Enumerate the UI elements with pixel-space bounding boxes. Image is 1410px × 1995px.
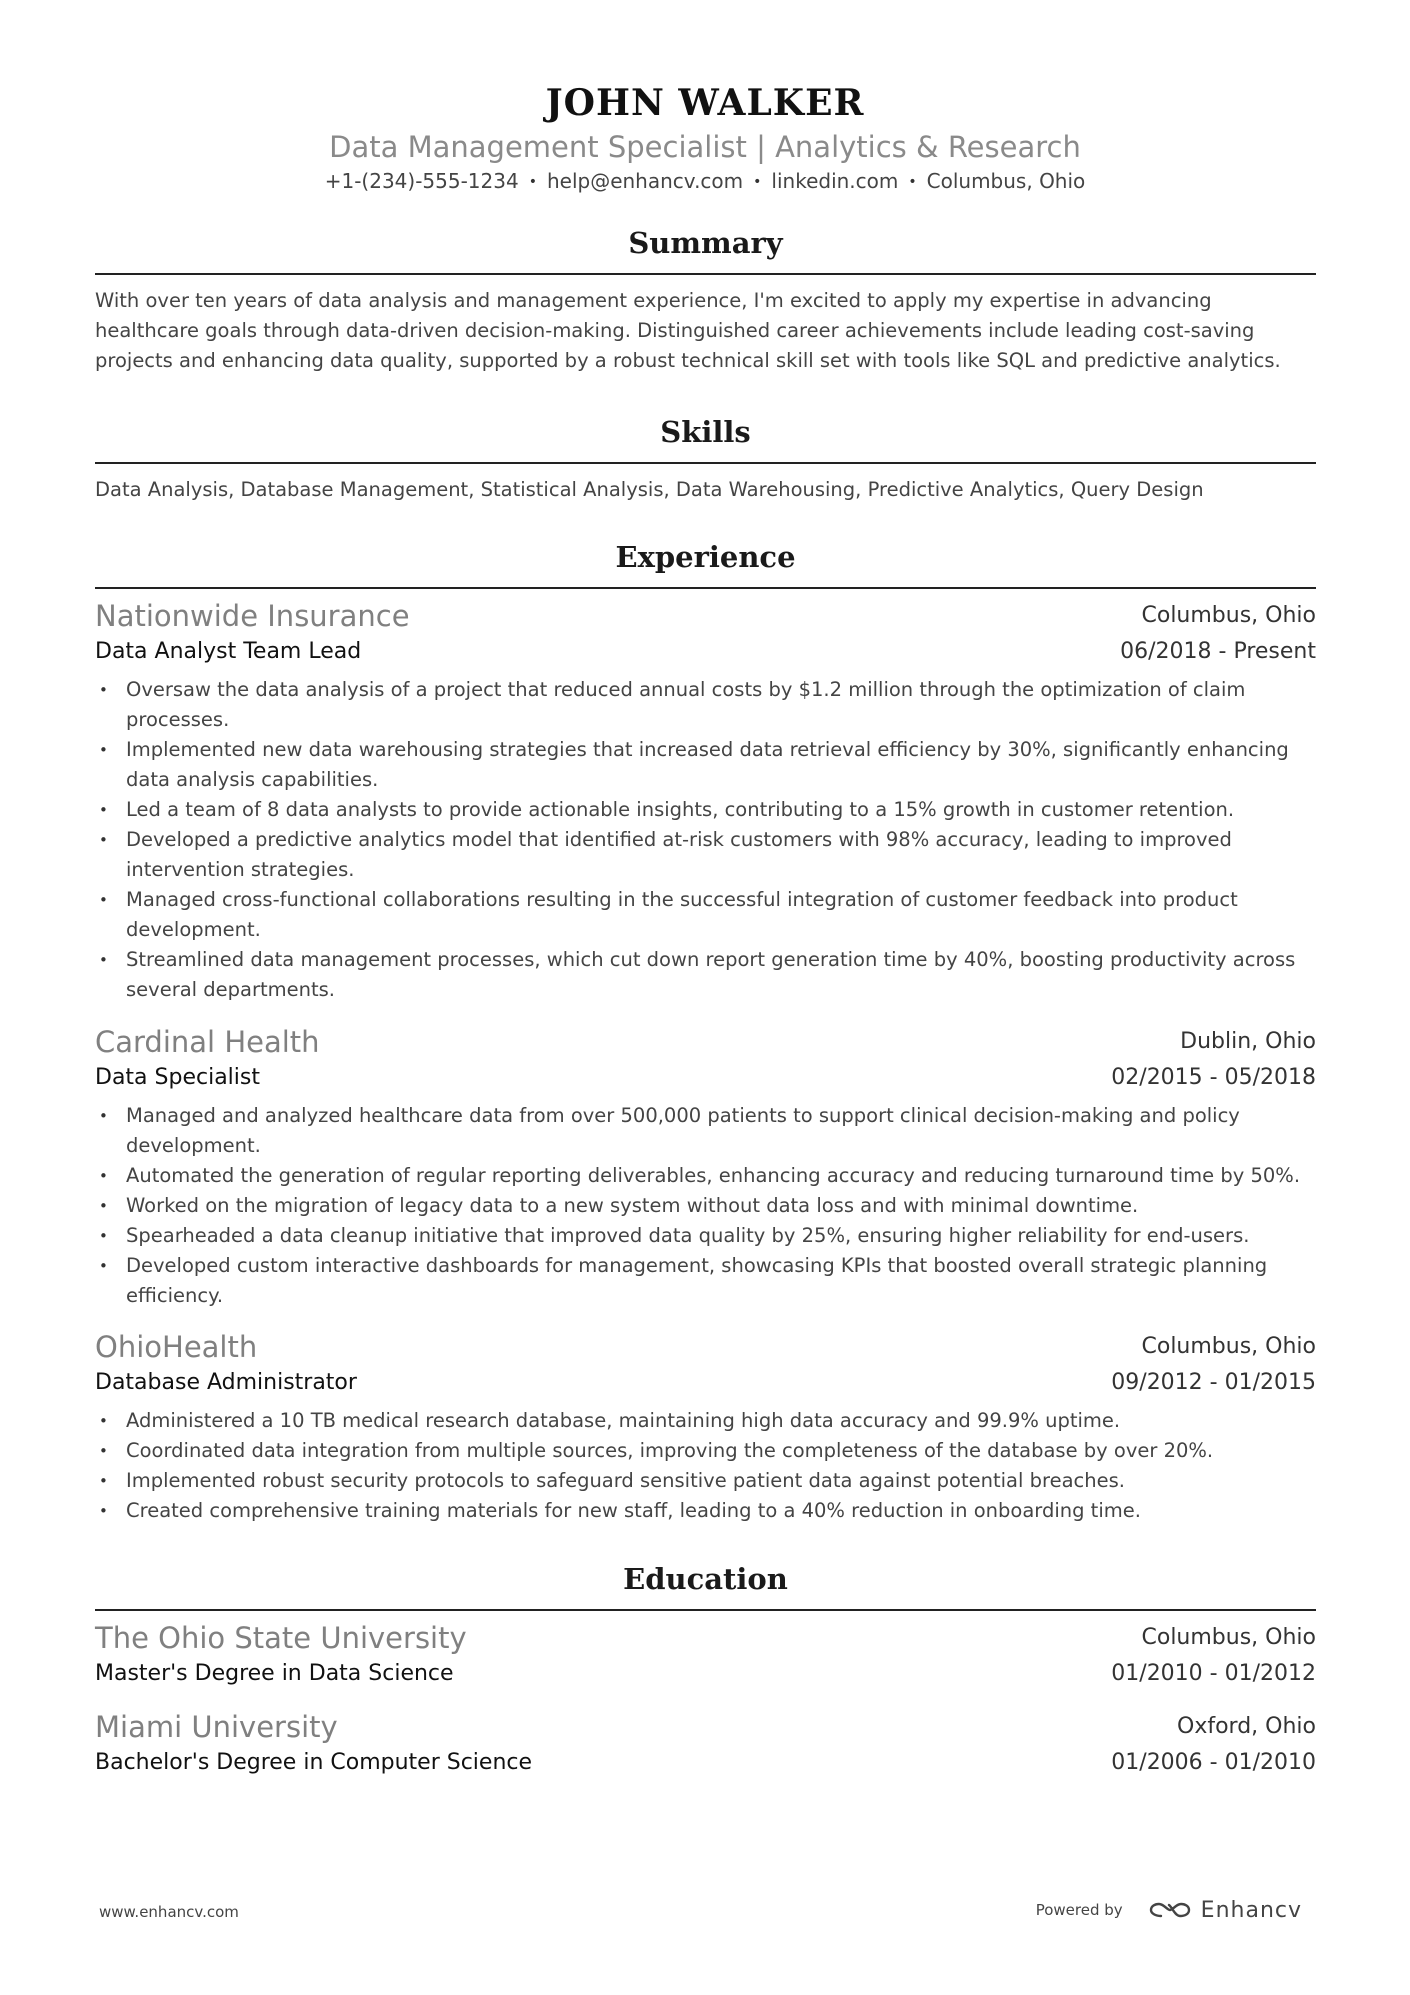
job-header xyxy=(95,1330,1316,1370)
degree: Bachelor's Degree in Computer Science xyxy=(95,1750,533,1775)
separator-dot: • xyxy=(753,174,762,190)
list-item: • Streamlined data management processes, which cut down report generation time by 40%, boosting productivity across several departments. xyxy=(95,945,1327,1005)
brand-name: Enhancv xyxy=(1200,1897,1302,1923)
list-item: • Implemented new data warehousing strategies that increased data retrieval efficiency by 30%, significantly enhancing data analysis capabilities. xyxy=(95,735,1327,795)
list-item: • Managed cross-functional collaborations resulting in the successful integration of customer feedback into product development. xyxy=(95,885,1327,945)
list-item: • Worked on the migration of legacy data to a new system without data loss and with minimal downtime. xyxy=(95,1191,1327,1221)
section-divider xyxy=(95,273,1316,275)
list-item: • Spearheaded a data cleanup initiative that improved data quality by 25%, ensuring higher reliability for end-users. xyxy=(95,1221,1327,1251)
section-divider xyxy=(95,1609,1316,1611)
job-role: Data Specialist xyxy=(95,1065,260,1090)
summary-line: healthcare goals through data-driven decision-making. Distinguished career achievements include leading cost-saving xyxy=(95,319,1255,342)
footer-branding xyxy=(1036,1892,1302,1928)
school-dates: 01/2010 - 01/2012 xyxy=(1111,1661,1316,1686)
enhancv-logo[interactable] xyxy=(1147,1898,1302,1923)
section-divider xyxy=(95,587,1316,589)
list-item: • Administered a 10 TB medical research database, maintaining high data accuracy and 99.9% uptime. xyxy=(95,1406,1327,1436)
job-location: Dublin, Ohio xyxy=(1180,1029,1316,1054)
job-header xyxy=(95,1025,1316,1065)
education-heading: Education xyxy=(623,1562,788,1596)
candidate-title: Data Management Specialist | Analytics & Research xyxy=(329,130,1081,164)
school-dates: 01/2006 - 01/2010 xyxy=(1111,1750,1316,1775)
company-name: OhioHealth xyxy=(95,1330,258,1364)
list-item: • Managed and analyzed healthcare data from over 500,000 patients to support clinical decision-making and policy development. xyxy=(95,1101,1327,1161)
experience-heading: Experience xyxy=(615,540,796,574)
school-location: Columbus, Ohio xyxy=(1141,1625,1316,1650)
list-item: • Developed a predictive analytics model that identified at-risk customers with 98% accuracy, leading to improved intervention strategies. xyxy=(95,825,1327,885)
company-name: Nationwide Insurance xyxy=(95,599,410,633)
list-item: • Developed custom interactive dashboards for management, showcasing KPIs that boosted overall strategic planning efficiency. xyxy=(95,1251,1327,1311)
skills-heading: Skills xyxy=(660,415,751,449)
summary-line: With over ten years of data analysis and management experience, I'm excited to apply my expertise in advancing xyxy=(95,289,1212,312)
list-item: • Led a team of 8 data analysts to provide actionable insights, contributing to a 15% growth in customer retention. xyxy=(95,795,1327,825)
company-name: Cardinal Health xyxy=(95,1025,320,1059)
list-item: • Oversaw the data analysis of a project that reduced annual costs by $1.2 million through the optimization of claim processes. xyxy=(95,675,1327,735)
degree: Master's Degree in Data Science xyxy=(95,1661,454,1686)
enhancv-logo-icon xyxy=(1147,1898,1193,1922)
location: Columbus, Ohio xyxy=(926,169,1086,193)
separator-dot: • xyxy=(908,174,917,190)
school-name: The Ohio State University xyxy=(95,1621,467,1655)
job-location: Columbus, Ohio xyxy=(1141,603,1316,628)
separator-dot: • xyxy=(528,174,537,190)
phone: +1-(234)-555-1234 xyxy=(324,169,519,193)
list-item: • Created comprehensive training materials for new staff, leading to a 40% reduction in onboarding time. xyxy=(95,1496,1327,1526)
school-location: Oxford, Ohio xyxy=(1177,1714,1316,1739)
school-header xyxy=(95,1710,1316,1750)
powered-by-label: Powered by xyxy=(1035,1901,1123,1919)
skills-text: Data Analysis, Database Management, Statistical Analysis, Data Warehousing, Predictive Analytics, Query Design xyxy=(95,478,1204,501)
summary-text xyxy=(95,286,1325,376)
list-item: • Implemented robust security protocols to safeguard sensitive patient data against potential breaches. xyxy=(95,1466,1327,1496)
job-role: Data Analyst Team Lead xyxy=(95,639,362,664)
section-divider xyxy=(95,462,1316,464)
summary-heading: Summary xyxy=(628,226,783,260)
job-dates: 02/2015 - 05/2018 xyxy=(1111,1065,1316,1090)
list-item: • Automated the generation of regular reporting deliverables, enhancing accuracy and reducing turnaround time by 50%. xyxy=(95,1161,1327,1191)
footer-website-link[interactable]: www.enhancv.com xyxy=(99,1903,239,1921)
school-name: Miami University xyxy=(95,1710,338,1744)
list-item: • Coordinated data integration from multiple sources, improving the completeness of the database by over 20%. xyxy=(95,1436,1327,1466)
email-link[interactable]: help@enhancv.com xyxy=(546,169,744,193)
contact-line xyxy=(0,169,1410,193)
linkedin-link[interactable]: linkedin.com xyxy=(771,169,899,193)
job-bullets xyxy=(95,675,1327,1005)
summary-line: projects and enhancing data quality, supported by a robust technical skill set with tools like SQL and predictive analytics. xyxy=(95,349,1281,372)
job-bullets xyxy=(95,1406,1327,1526)
job-header xyxy=(95,599,1316,639)
job-role: Database Administrator xyxy=(95,1370,357,1395)
school-header xyxy=(95,1621,1316,1661)
job-location: Columbus, Ohio xyxy=(1141,1334,1316,1359)
job-dates: 09/2012 - 01/2015 xyxy=(1111,1370,1316,1395)
job-bullets xyxy=(95,1101,1327,1311)
candidate-name: JOHN WALKER xyxy=(545,82,865,124)
job-dates: 06/2018 - Present xyxy=(1120,639,1316,664)
